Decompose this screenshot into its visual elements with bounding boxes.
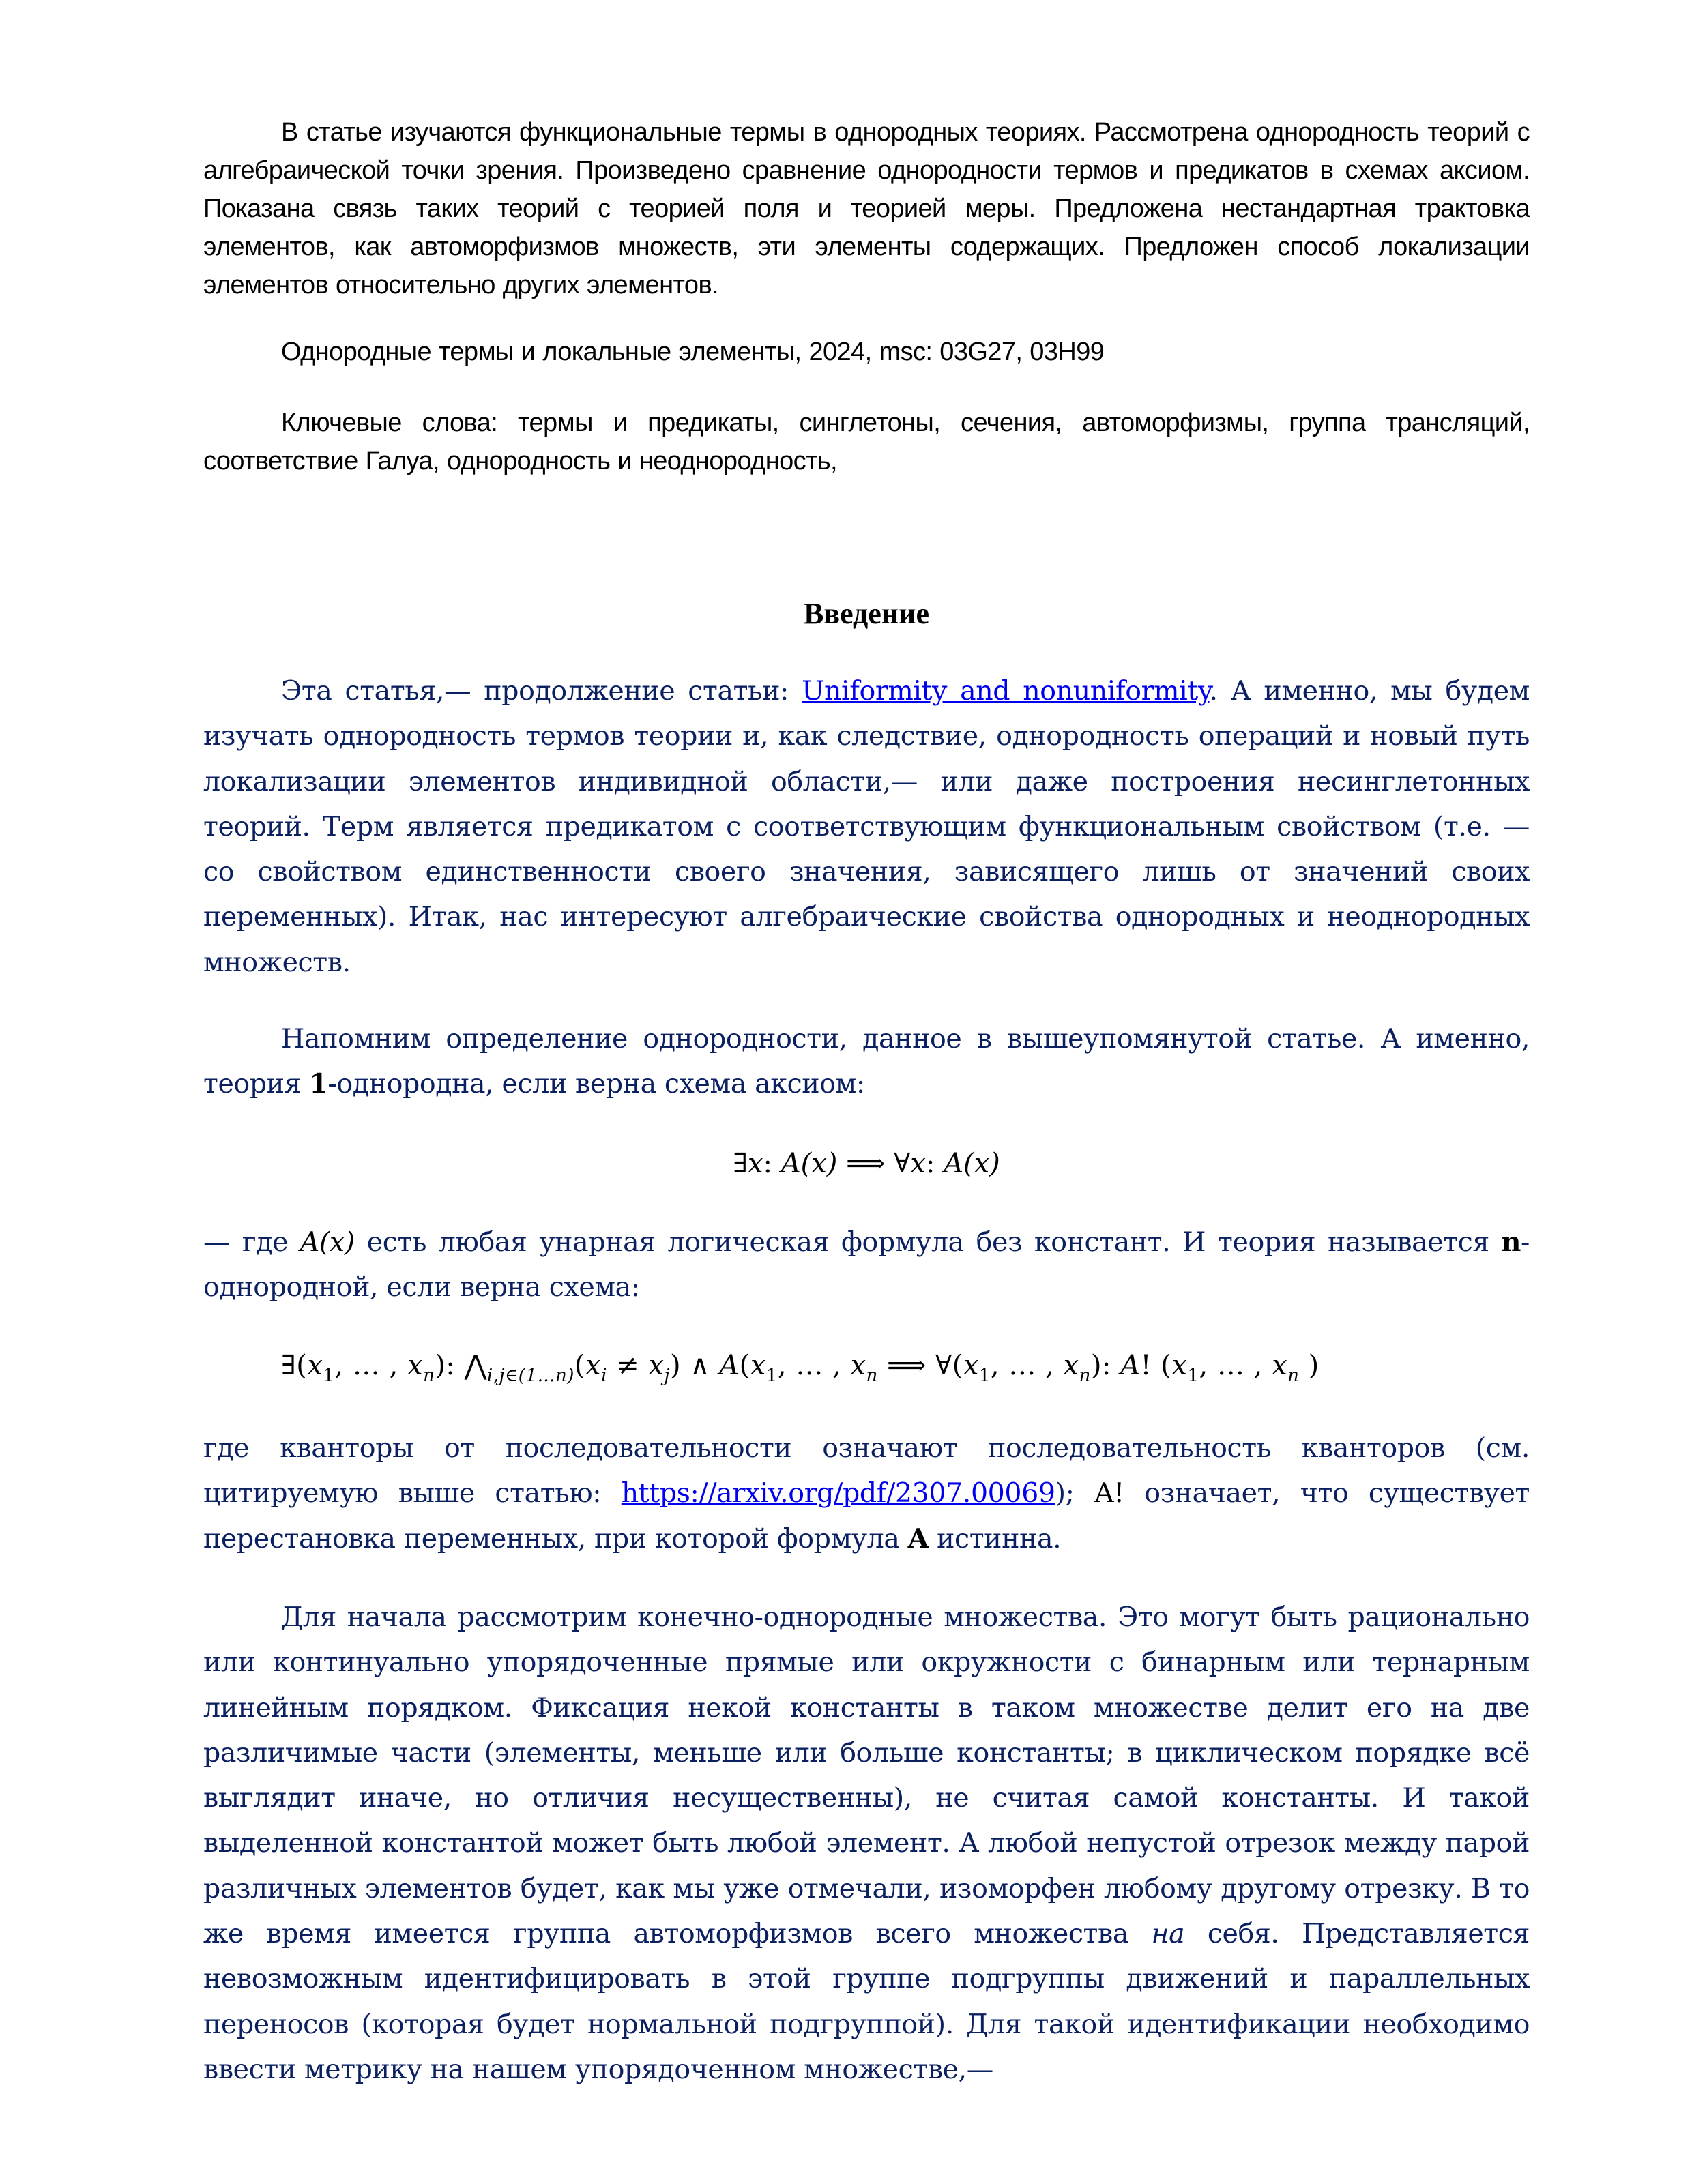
paragraph-text: ); bbox=[1055, 1477, 1095, 1509]
paragraph-finite-uniform bbox=[203, 1595, 1530, 2092]
formula-colon: ): bbox=[1090, 1350, 1121, 1381]
formula-var: x bbox=[750, 1350, 766, 1381]
formula-var: x bbox=[1063, 1350, 1079, 1381]
formula-var: x bbox=[585, 1350, 602, 1381]
paragraph-text: есть любая унарная логическая формула без констант. И теория называется bbox=[354, 1226, 1502, 1258]
paren: ( bbox=[574, 1350, 585, 1381]
paren: ) bbox=[1299, 1350, 1319, 1381]
formula-var: x bbox=[307, 1350, 323, 1381]
paragraph-quantifiers bbox=[203, 1426, 1530, 1561]
paper-title-line: Однородные термы и локальные элементы, 2024, msc: 03G27, 03H99 bbox=[281, 338, 1105, 366]
formula-1-uniformity bbox=[203, 1143, 1530, 1184]
formula-var: x bbox=[963, 1350, 979, 1381]
subscript: 1 bbox=[765, 1366, 778, 1386]
formula-var: x bbox=[747, 1148, 763, 1179]
formula-pred: A bbox=[781, 1148, 801, 1179]
wedge-symbol: ) ∧ bbox=[669, 1350, 720, 1381]
implies-symbol: ⟹ bbox=[837, 1148, 894, 1179]
paren: ( bbox=[739, 1350, 750, 1381]
link-arxiv[interactable]: https://arxiv.org/pdf/2307.00069 bbox=[621, 1477, 1055, 1509]
subscript: j bbox=[664, 1366, 670, 1386]
paragraph-text: . А именно, мы будем изучать однородность термов теории и, как следствие, однородность операций и новый путь локализации элементов индивидной области,— или даже построения несинглетонных теорий. Терм является предикатом с соответствующим функциональным свойством (т.е. — со свойством единственности своего значения, зависящего лишь от значений своих переменных). Итак, нас интересуют алгебраические свойства однородных и неоднородных множеств. bbox=[203, 675, 1530, 978]
formula-pred: A bbox=[1120, 1350, 1141, 1381]
formula-pred: A bbox=[719, 1350, 740, 1381]
paragraph-n-uniformity bbox=[203, 1220, 1530, 1310]
subscript: n bbox=[1287, 1366, 1300, 1386]
formula-var: x bbox=[850, 1350, 866, 1381]
formula-2-n-uniformity bbox=[281, 1345, 1530, 1386]
big-wedge-symbol: ⋀ bbox=[464, 1350, 487, 1381]
inline-formula: A(x) bbox=[300, 1226, 355, 1258]
formula-var: x bbox=[1272, 1350, 1288, 1381]
paragraph-text: Напомним определение однородности, данное в вышеупомянутой статье. А именно, теория bbox=[203, 1023, 1530, 1100]
implies-forall-symbol: ⟹ ∀( bbox=[877, 1350, 963, 1381]
section-heading-introduction: Введение bbox=[803, 597, 930, 630]
keywords: Ключевые слова: термы и предикаты, синглетоны, сечения, автоморфизмы, группа трансляций, соответствие Галуа, однородность и неоднородность, bbox=[203, 409, 1530, 475]
subscript: n bbox=[866, 1366, 878, 1386]
bold-letter-n: n bbox=[1501, 1226, 1521, 1258]
ellipsis: , … , bbox=[990, 1350, 1064, 1381]
subscript: i,j∈(1…n) bbox=[486, 1366, 574, 1386]
formula-var: x bbox=[1171, 1350, 1188, 1381]
formula-arg: (x) bbox=[963, 1148, 1000, 1179]
subscript: 1 bbox=[978, 1366, 991, 1386]
exists-symbol: ∃( bbox=[281, 1350, 308, 1381]
formula-var: x bbox=[407, 1350, 424, 1381]
formula-colon: ): bbox=[435, 1350, 465, 1381]
formula-arg: (x) bbox=[800, 1148, 838, 1179]
subscript: 1 bbox=[323, 1366, 335, 1386]
exists-symbol: ∃ bbox=[733, 1148, 748, 1179]
paragraph-text: себя. Представляется невозможным идентифицировать в этой группе подгруппы движений и параллельных переносов (которая будет нормальной подгруппой). Для такой идентификации необходимо ввести метрику на нашем упорядоченном множестве,— bbox=[203, 1918, 1530, 2085]
formula-colon: : bbox=[763, 1148, 781, 1179]
formula-var: x bbox=[648, 1350, 665, 1381]
paragraph-text: Для начала рассмотрим конечно-однородные множества. Это могут быть рационально или континуально упорядоченные прямые или окружности с бинарным или тернарным линейным порядком. Фиксация некой константы в таком множестве делит его на две различимые части (элементы, меньше или больше константы; в циклическом порядке всё выглядит иначе, но отличия несущественны), не считая самой константы. И такой выделенной константой может быть любой элемент. А любой непустой отрезок между парой различных элементов будет, как мы уже отмечали, изоморфен любому другому отрезку. В то же время имеется группа автоморфизмов всего множества bbox=[203, 1602, 1530, 1950]
ellipsis: , … , bbox=[1199, 1350, 1272, 1381]
subscript: 1 bbox=[1187, 1366, 1199, 1386]
formula-colon: : bbox=[925, 1148, 944, 1179]
paragraph-text: -однородной, если верна схема: bbox=[203, 1226, 1530, 1303]
paragraph-text: означает, что существует перестановка переменных, при которой формула bbox=[203, 1477, 1530, 1554]
formula-pred: A bbox=[944, 1148, 963, 1179]
bold-number-1: 1 bbox=[309, 1068, 328, 1100]
paragraph-text: где кванторы от последовательности означают последовательность кванторов (см. цитируемую выше статью: bbox=[203, 1432, 1530, 1509]
bang-symbol: ! ( bbox=[1140, 1350, 1172, 1381]
not-equal-symbol: ≠ bbox=[607, 1350, 649, 1381]
link-uniformity-paper[interactable]: Uniformity and nonuniformity bbox=[802, 675, 1210, 707]
paragraph-text: -однородна, если верна схема аксиом: bbox=[327, 1068, 865, 1100]
abstract-summary: В статье изучаются функциональные термы в однородных теориях. Рассмотрена однородность теорий с алгебраической точки зрения. Произведено сравнение однородности термов и предикатов в схемах аксиом. Показана связь таких теорий с теорией поля и теорией меры. Предложена нестандартная трактовка элементов, как автоморфизмов множеств, эти элементы содержащих. Предложен способ локализации элементов относительно других элементов. bbox=[203, 118, 1530, 299]
paragraph-text: истинна. bbox=[928, 1522, 1062, 1554]
ellipsis: , … , bbox=[777, 1350, 851, 1381]
paragraph-intro bbox=[203, 668, 1530, 985]
subscript: n bbox=[1079, 1366, 1091, 1386]
subscript: n bbox=[423, 1366, 435, 1386]
inline-formula: A bbox=[907, 1522, 929, 1554]
forall-symbol: ∀ bbox=[894, 1148, 911, 1179]
paragraph-definition bbox=[203, 1016, 1530, 1107]
paragraph-text: Эта статья,— продолжение статьи: bbox=[281, 675, 802, 707]
ellipsis: , … , bbox=[334, 1350, 407, 1381]
subscript: i bbox=[601, 1366, 607, 1386]
inline-formula: A! bbox=[1094, 1477, 1124, 1509]
italic-word: на bbox=[1151, 1918, 1185, 1950]
paragraph-text: — где bbox=[203, 1226, 300, 1258]
formula-var: x bbox=[910, 1148, 926, 1179]
